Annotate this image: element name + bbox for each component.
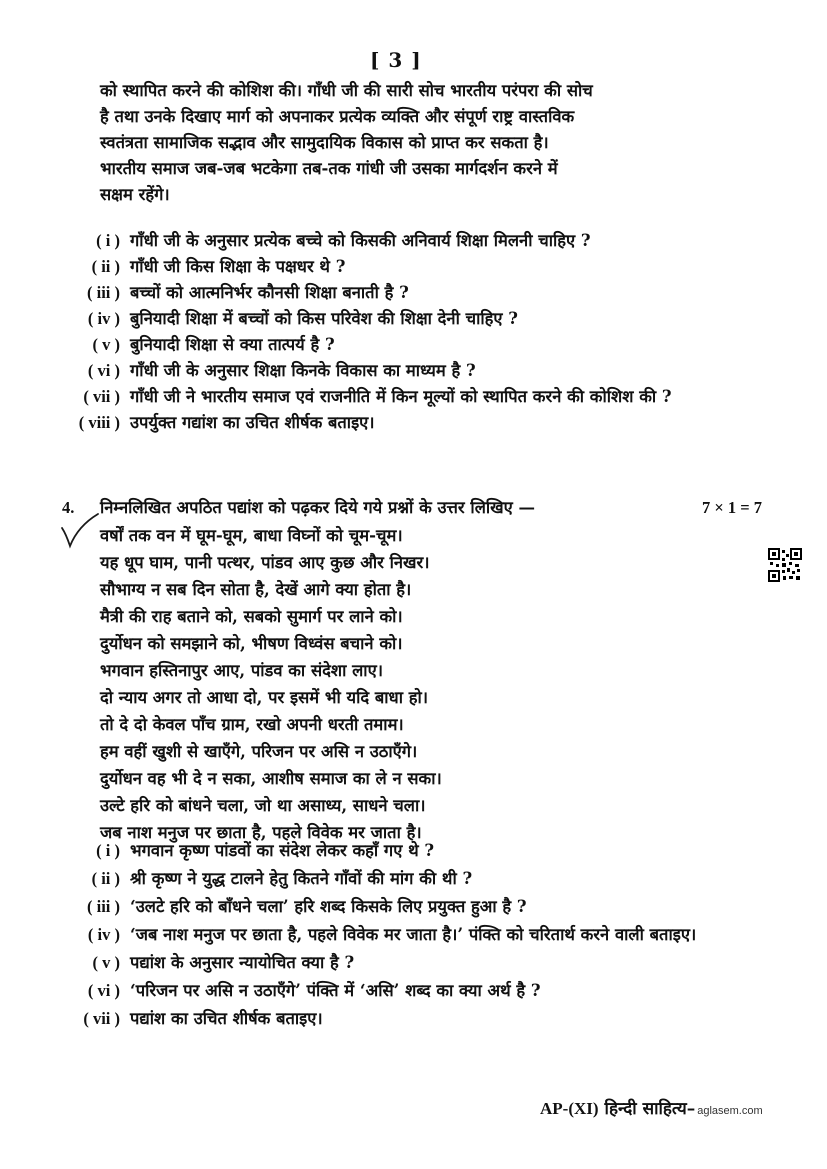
question-item: [62, 254, 752, 279]
question-item: [62, 358, 752, 383]
question-item: [62, 838, 762, 864]
passage-line: है तथा उनके दिखाए मार्ग को अपनाकर प्रत्येक व्यक्ति और संपूर्ण राष्ट्र वास्तविक: [100, 107, 575, 126]
paper-code: AP-(XI): [540, 1099, 599, 1118]
question-text: बच्चों को आत्मनिर्भर कौनसी शिक्षा बनाती है ?: [130, 283, 409, 302]
question-text: उपर्युक्त गद्यांश का उचित शीर्षक बताइए।: [130, 413, 375, 432]
question-text: पद्यांश के अनुसार न्यायोचित क्या है ?: [130, 953, 355, 972]
question-number: ( i ): [96, 231, 120, 250]
subject-name: हिन्दी साहित्य–: [604, 1099, 696, 1119]
watermark-site: aglasem.com: [697, 1105, 763, 1117]
poem-line: वर्षों तक वन में घूम-घूम, बाधा विघ्नों को चूम-चूम।: [100, 526, 403, 545]
question-number: ( vii ): [83, 1009, 120, 1028]
prose-passage: [100, 78, 740, 208]
poem-line: मैत्री की राह बताने को, सबको सुमार्ग पर लाने को।: [100, 607, 403, 626]
question-text: भगवान कृष्ण पांडवों का संदेश लेकर कहाँ गए थे ?: [130, 841, 435, 860]
question-number: ( ii ): [91, 257, 120, 276]
question-number: ( ii ): [91, 869, 120, 888]
question-item: [62, 332, 752, 357]
passage-line: सक्षम रहेंगे।: [100, 185, 170, 204]
question-item: [62, 228, 752, 253]
question-text: गाँधी जी ने भारतीय समाज एवं राजनीति में किन मूल्यों को स्थापित करने की कोशिश की ?: [130, 387, 672, 406]
poem-line: हम वहीं खुशी से खाएँगे, परिजन पर असि न उठाएँगे।: [100, 742, 418, 761]
question-number: ( v ): [92, 953, 120, 972]
page-footer: [540, 1096, 763, 1119]
question-number: ( iii ): [87, 283, 120, 302]
question-number: ( v ): [92, 335, 120, 354]
question-number: ( vi ): [87, 981, 120, 1000]
question-text: ‘जब नाश मनुज पर छाता है, पहले विवेक मर जाता है।’ पंक्ति को चरितार्थ करने वाली बताइए।: [130, 925, 697, 944]
question-number: ( iv ): [87, 925, 120, 944]
question-text: गाँधी जी के अनुसार शिक्षा किनके विकास का माध्यम है ?: [130, 361, 476, 380]
tick-mark-icon: [58, 510, 100, 550]
poem-line: भगवान हस्तिनापुर आए, पांडव का संदेशा लाए।: [100, 661, 383, 680]
poem-questions: [62, 838, 762, 1034]
question-text: श्री कृष्ण ने युद्ध टालने हेतु कितने गाँवों की मांग की थी ?: [130, 869, 473, 888]
question-item: [62, 384, 752, 409]
poem-passage: [100, 522, 720, 846]
passage-line: भारतीय समाज जब-जब भटकेगा तब-तक गांधी जी उसका मार्गदर्शन करने में: [100, 159, 558, 178]
question-item: [62, 894, 762, 920]
section-number: 4.: [62, 498, 75, 517]
section-instruction: निम्नलिखित अपठित पद्यांश को पढ़कर दिये गये प्रश्नों के उत्तर लिखिए —: [100, 498, 536, 517]
question-item: [62, 950, 762, 976]
question-item: [62, 410, 752, 435]
question-item: [62, 922, 762, 948]
question-number: ( viii ): [78, 413, 120, 432]
question-text: बुनियादी शिक्षा में बच्चों को किस परिवेश की शिक्षा देनी चाहिए ?: [130, 309, 518, 328]
poem-line: जब नाश मनुज पर छाता है, पहले विवेक मर जाता है।: [100, 823, 422, 842]
question-item: [62, 866, 762, 892]
poem-line: दो न्याय अगर तो आधा दो, पर इसमें भी यदि बाधा हो।: [100, 688, 429, 707]
poem-line: यह धूप घाम, पानी पत्थर, पांडव आए कुछ और निखर।: [100, 553, 430, 572]
question-text: बुनियादी शिक्षा से क्या तात्पर्य है ?: [130, 335, 335, 354]
question-item: [62, 280, 752, 305]
poem-line: तो दे दो केवल पाँच ग्राम, रखो अपनी धरती तमाम।: [100, 715, 404, 734]
passage-line: स्वतंत्रता सामाजिक सद्भाव और सामुदायिक विकास को प्राप्त कर सकता है।: [100, 133, 549, 152]
page-number: [ 3 ]: [370, 48, 422, 72]
section-marks: 7 × 1 = 7: [701, 498, 762, 517]
question-item: [62, 978, 762, 1004]
question-text: पद्यांश का उचित शीर्षक बताइए।: [130, 1009, 323, 1028]
question-item: [62, 306, 752, 331]
question-text: ‘परिजन पर असि न उठाएँगे’ पंक्ति में ‘असि’ शब्द का क्या अर्थ है ?: [130, 981, 541, 1000]
question-number: ( vi ): [87, 361, 120, 380]
poem-line: दुर्योधन को समझाने को, भीषण विध्वंस बचाने को।: [100, 634, 403, 653]
poem-line: उल्टे हरि को बांधने चला, जो था असाध्य, साधने चला।: [100, 796, 426, 815]
question-number: ( iii ): [87, 897, 120, 916]
section-4-heading: [62, 495, 762, 518]
question-item: [62, 1006, 762, 1032]
question-number: ( iv ): [87, 309, 120, 328]
question-number: ( i ): [96, 841, 120, 860]
poem-line: दुर्योधन वह भी दे न सका, आशीष समाज का ले न सका।: [100, 769, 442, 788]
question-number: ( vii ): [83, 387, 120, 406]
question-text: गाँधी जी के अनुसार प्रत्येक बच्चे को किसकी अनिवार्य शिक्षा मिलनी चाहिए ?: [130, 231, 591, 250]
question-text: ‘उलटे हरि को बाँधने चला’ हरि शब्द किसके लिए प्रयुक्त हुआ है ?: [130, 897, 527, 916]
question-text: गाँधी जी किस शिक्षा के पक्षधर थे ?: [130, 257, 346, 276]
poem-line: सौभाग्य न सब दिन सोता है, देखें आगे क्या होता है।: [100, 580, 412, 599]
prose-questions: [62, 228, 752, 436]
qr-code-icon: [768, 548, 802, 582]
passage-line: को स्थापित करने की कोशिश की। गाँधी जी की सारी सोच भारतीय परंपरा की सोच: [100, 81, 593, 100]
